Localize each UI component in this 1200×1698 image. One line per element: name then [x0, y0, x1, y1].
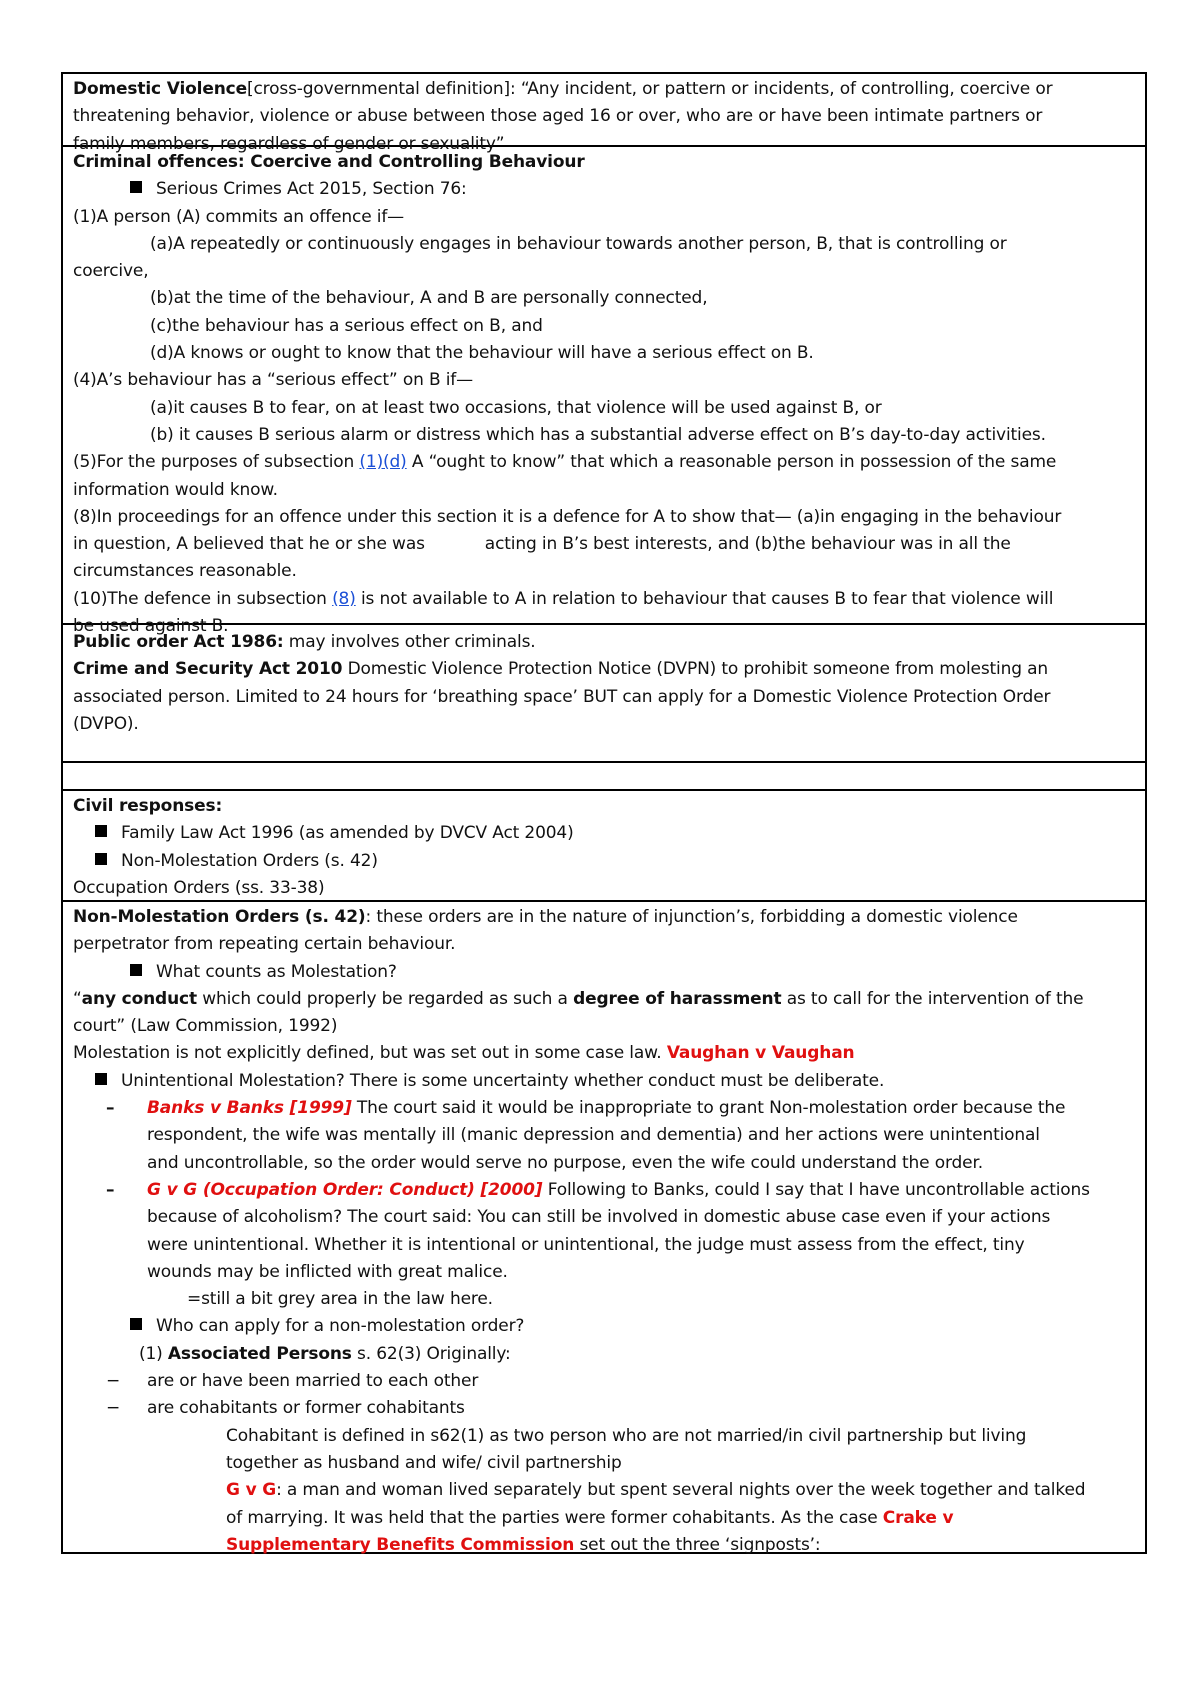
subsection-5: (5)For the purposes of subsection (1)(d) A “ought to know” that which a reasonable person in possession of the same	[73, 452, 1057, 473]
subsection-5-cont: information would know.	[73, 479, 278, 500]
square-bullet-icon	[95, 825, 107, 837]
unintentional-bullet: Unintentional Molestation? There is some uncertainty whether conduct must be deliberate.	[73, 1068, 1135, 1095]
gvg-cohab-case-2: of marrying. It was held that the parties were former cohabitants. As the case Crake v	[226, 1507, 954, 1528]
criminal-heading: Criminal offences: Coercive and Controlling Behaviour	[73, 152, 585, 172]
gvg-case-line-3: were unintentional. Whether it is intentional or unintentional, the judge must assess from the effect, tiny	[147, 1234, 1025, 1255]
subsection-1d: (d)A knows or ought to know that the behaviour will have a serious effect on B.	[150, 343, 814, 364]
non-molestation-cell	[63, 902, 1145, 1555]
square-bullet-icon	[95, 853, 107, 865]
law-commission-quote-cont: court” (Law Commission, 1992)	[73, 1016, 338, 1037]
subsection-8: (8)In proceedings for an offence under this section it is a defence for A to show that— (a)in engaging in the behaviour	[73, 506, 1062, 527]
subsection-1a: (a)A repeatedly or continuously engages in behaviour towards another person, B, that is controlling or	[150, 233, 1007, 254]
definition-line-2: threatening behavior, violence or abuse between those aged 16 or over, who are or have been intimate partners or	[73, 106, 1043, 127]
subsection-4b: (b) it causes B serious alarm or distress which has a substantial adverse effect on B’s day-to-day activities.	[150, 424, 1046, 445]
subsection-10: (10)The defence in subsection (8) is not available to A in relation to behaviour that causes B to fear that violence will	[73, 588, 1054, 609]
subsection-8-link[interactable]: (8)	[332, 588, 356, 609]
molestation-question: What counts as Molestation?	[73, 959, 1135, 986]
crime-security-line: Crime and Security Act 2010 Domestic Violence Protection Notice (DVPN) to prohibit someone from molesting an	[73, 659, 1049, 680]
civil-responses-cell	[63, 791, 1145, 902]
subsection-8-cont-2: circumstances reasonable.	[73, 561, 297, 582]
banks-case-line-2: respondent, the wife was mentally ill (manic depression and dementia) and her actions were unintentional	[147, 1125, 1040, 1146]
civil-item-1: Family Law Act 1996 (as amended by DVCV Act 2004)	[73, 820, 1135, 847]
crime-security-line-2: associated person. Limited to 24 hours for ‘breathing space’ BUT can apply for a Domestic Violence Protection Order	[73, 686, 1051, 707]
banks-case-line-3: and uncontrollable, so the order would serve no purpose, even the wife could understand the order.	[147, 1152, 984, 1173]
civil-item-2: Non-Molestation Orders (s. 42)	[73, 848, 1135, 875]
square-bullet-icon	[130, 1318, 142, 1330]
subsection-8-cont: in question, A believed that he or she was acting in B’s best interests, and (b)the behaviour was in all the	[73, 534, 1011, 555]
subsection-1: (1)A person (A) commits an offence if—	[73, 206, 405, 227]
notes-table	[61, 72, 1147, 1554]
definition-heading: Domestic Violence	[73, 79, 247, 99]
criminal-offences-cell	[63, 147, 1145, 637]
gvg-case-line-4: wounds may be inflicted with great malice.	[147, 1261, 508, 1282]
cohabitants-item: − are cohabitants or former cohabitants	[106, 1398, 465, 1419]
subsection-4: (4)A’s behaviour has a “serious effect” on B if—	[73, 370, 473, 391]
gvg-cohab-case-3: Supplementary Benefits Commission set out the three ‘signposts’:	[226, 1534, 821, 1555]
gvg-case-line: – G v G (Occupation Order: Conduct) [2000] Following to Banks, could I say that I have uncontrollable actions	[106, 1179, 1090, 1200]
subsection-1d-link[interactable]: (1)(d)	[359, 452, 407, 473]
gvg-case-line-2: because of alcoholism? The court said: You can still be involved in domestic abuse case even if your actions	[147, 1207, 1051, 1228]
empty-cell	[63, 763, 1145, 791]
square-bullet-icon	[130, 181, 142, 193]
subsection-1c: (c)the behaviour has a serious effect on B, and	[150, 315, 543, 336]
square-bullet-icon	[130, 964, 142, 976]
grey-area-note: =still a bit grey area in the law here.	[187, 1289, 493, 1310]
subsection-1b: (b)at the time of the behaviour, A and B are personally connected,	[150, 288, 708, 309]
law-commission-quote: “any conduct which could properly be regarded as such a degree of harassment as to call for the intervention of the	[73, 988, 1084, 1009]
gvg-cohab-case: G v G: a man and woman lived separately but spent several nights over the week together and talked	[226, 1480, 1086, 1501]
married-item: − are or have been married to each other	[106, 1371, 479, 1392]
definition-line-3: family members, regardless of gender or sexuality”	[73, 133, 505, 154]
definition-cell	[63, 74, 1145, 154]
subsection-10-cont: be used against B.	[73, 616, 229, 637]
crime-security-line-3: (DVPO).	[73, 713, 139, 734]
definition-line-1: Domestic Violence[cross-governmental definition]: “Any incident, or pattern or incidents, of controlling, coercive or	[73, 79, 1053, 99]
subsection-4a: (a)it causes B to fear, on at least two occasions, that violence will be used against B, or	[150, 397, 882, 418]
banks-case-line: – Banks v Banks [1999] The court said it would be inappropriate to grant Non-molestation order because the	[106, 1098, 1066, 1119]
serious-crimes-bullet: Serious Crimes Act 2015, Section 76:	[73, 176, 1135, 203]
square-bullet-icon	[95, 1073, 107, 1085]
cohabitant-definition-cont: together as husband and wife/ civil partnership	[226, 1452, 622, 1473]
civil-heading: Civil responses:	[73, 796, 223, 816]
nmo-intro: Non-Molestation Orders (s. 42): these orders are in the nature of injunction’s, forbidding a domestic violence	[73, 907, 1018, 927]
civil-item-3: Occupation Orders (ss. 33-38)	[73, 877, 325, 898]
who-can-apply-question: Who can apply for a non-molestation order?	[73, 1313, 1135, 1340]
public-order-line: Public order Act 1986: may involves other criminals.	[73, 632, 536, 652]
molestation-definition: Molestation is not explicitly defined, but was set out in some case law. Vaughan v Vaughan	[73, 1043, 855, 1064]
associated-persons: (1) Associated Persons s. 62(3) Originally:	[139, 1343, 511, 1364]
nmo-intro-cont: perpetrator from repeating certain behaviour.	[73, 934, 456, 955]
subsection-1a-cont: coercive,	[73, 261, 149, 282]
public-order-cell	[63, 625, 1145, 763]
cohabitant-definition: Cohabitant is defined in s62(1) as two person who are not married/in civil partnership but living	[226, 1425, 1027, 1446]
